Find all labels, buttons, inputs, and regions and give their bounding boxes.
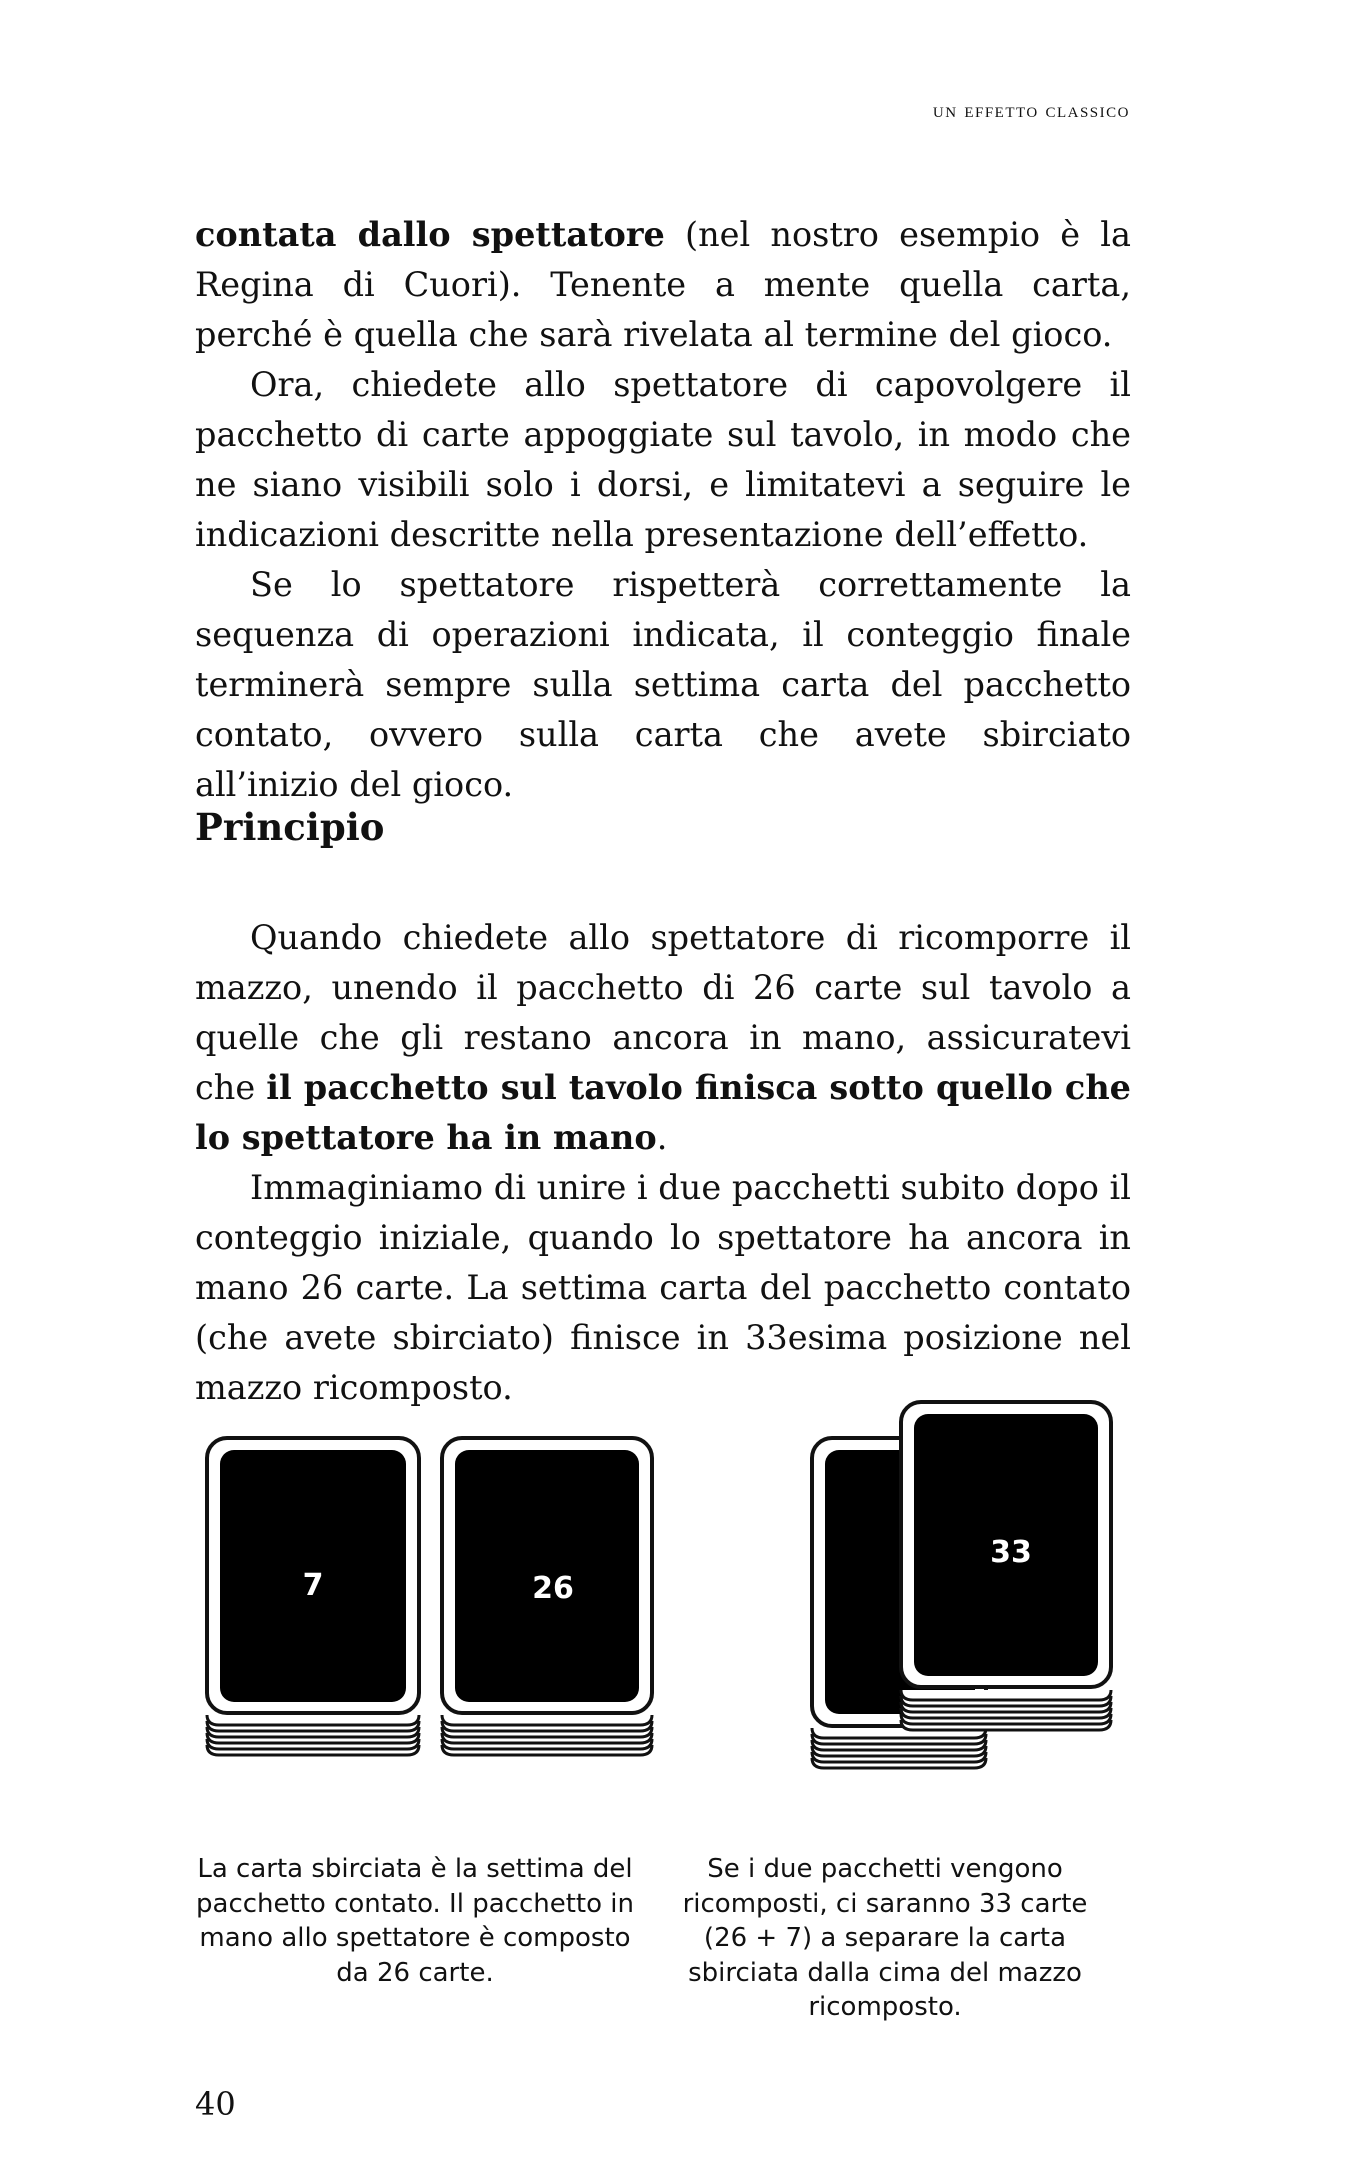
body-text-bottom	[195, 913, 1131, 1413]
paragraph: Se lo spettatore rispetterà correttamente la sequenza di operazioni indicata, il conteggio finale terminerà sempre sulla settima carta del pacchetto contato, ovvero sulla carta che avete sbirciato all’inizio del gioco.	[195, 565, 1131, 804]
paragraph-text: Quando chiedete allo spettatore di ricomporre il mazzo, unendo il pacchetto di 26 carte sul tavolo a quelle che gli restano ancora in mano, assicuratevi che	[195, 918, 1131, 1107]
bold-phrase: il pacchetto sul tavolo finisca sotto quello che lo spettatore ha in mano	[195, 1068, 1131, 1157]
bold-phrase: contata dallo spettatore	[195, 215, 665, 254]
pile-count-label: 26	[532, 1571, 574, 1606]
paragraph-text: .	[656, 1118, 668, 1157]
paragraph-text: (nel nostro esempio è la Regina di Cuori). Tenente a mente quella carta, perché è quella che sarà rivelata al termine del gioco.	[195, 215, 1131, 354]
body-text-top	[195, 210, 1131, 810]
section-heading: Principio	[195, 805, 385, 849]
caption-right: Se i due pacchetti vengono ricomposti, ci saranno 33 carte (26 + 7) a separare la carta sbirciata dalla cima del mazzo ricomposto.	[682, 1854, 1088, 2022]
paragraph	[195, 210, 1131, 360]
card-piles-illustration	[195, 1390, 1155, 1830]
page-number: 40	[195, 2085, 236, 2123]
running-title: un effetto classico	[932, 98, 1130, 122]
pile-count-label: 33	[990, 1535, 1032, 1570]
paragraph	[195, 913, 1131, 1163]
pile-count-label: 7	[302, 1568, 324, 1603]
caption-left: La carta sbirciata è la settima del pacchetto contato. Il pacchetto in mano allo spettatore è composto da 26 carte.	[196, 1854, 634, 1988]
paragraph: Ora, chiedete allo spettatore di capovolgere il pacchetto di carte appoggiate sul tavolo, in modo che ne siano visibili solo i dorsi, e limitatevi a seguire le indicazioni descritte nella presentazione dell’effetto.	[195, 365, 1131, 554]
paragraph: Immaginiamo di unire i due pacchetti subito dopo il conteggio iniziale, quando lo spettatore ha ancora in mano 26 carte. La settima carta del pacchetto contato (che avete sbirciato) finisce in 33esima posizione nel mazzo ricomposto.	[195, 1168, 1131, 1407]
